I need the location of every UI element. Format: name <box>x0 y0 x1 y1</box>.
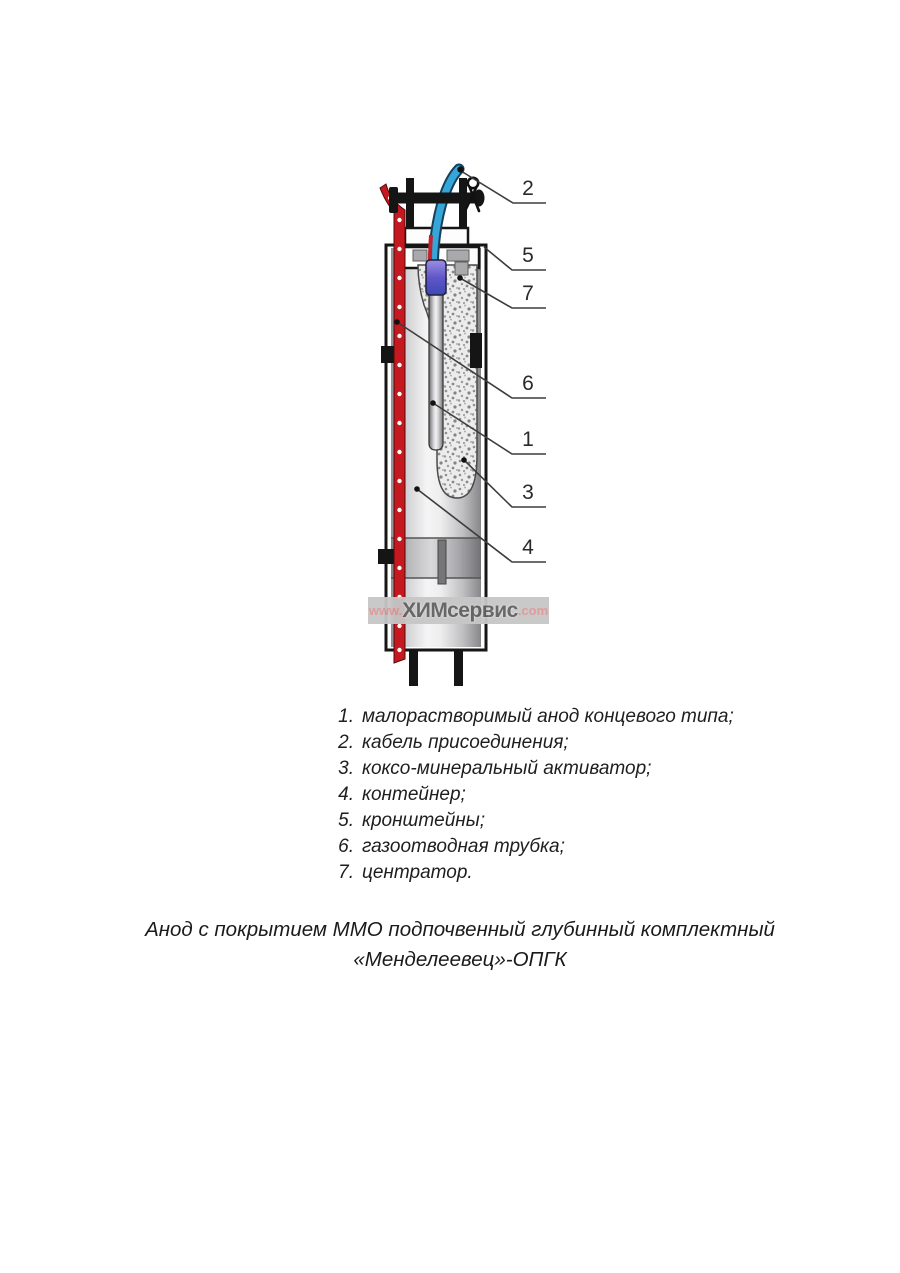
callout-label-4: 4 <box>522 536 534 559</box>
legend-item-5 <box>332 808 734 834</box>
legend-item-text: центратор. <box>362 862 473 883</box>
legend-item-1 <box>332 704 734 730</box>
callout-label-1: 1 <box>522 428 534 451</box>
legend-item-4 <box>332 782 734 808</box>
legend <box>332 704 734 886</box>
band-seam <box>438 540 446 584</box>
legend-item-text: кронштейны; <box>362 810 486 831</box>
callout-label-6: 6 <box>522 372 534 395</box>
legend-item-text: контейнер; <box>362 784 466 805</box>
legend-item-number: 3. <box>338 758 354 779</box>
watermark-prefix: www. <box>368 603 403 618</box>
legend-item-number: 5. <box>338 810 354 831</box>
legend-item-number: 1. <box>338 706 354 727</box>
legend-item-number: 4. <box>338 784 354 805</box>
watermark-name: ХИМсервис <box>402 598 518 622</box>
caption-line-2: «Менделеевец»-ОПГК <box>353 948 567 971</box>
legend-item-number: 6. <box>338 836 354 857</box>
watermark <box>368 597 549 624</box>
legend-item-7 <box>332 860 734 886</box>
support-legs <box>409 650 463 686</box>
caption-line-1: Анод с покрытием ММО подпочвенный глубинный комплектный <box>145 918 775 941</box>
cable-connector <box>426 260 446 295</box>
cable-red-core <box>430 235 431 263</box>
legend-item-6 <box>332 834 734 860</box>
centralizer <box>455 262 468 275</box>
legend-item-3 <box>332 756 734 782</box>
legend-item-text: кабель присоединения; <box>362 732 569 753</box>
legend-item-number: 2. <box>338 732 354 753</box>
side-clamp-right <box>470 333 482 368</box>
legend-item-text: газоотводная трубка; <box>362 836 565 857</box>
legend-item-text: коксо-минеральный активатор; <box>362 758 652 779</box>
callout-label-5: 5 <box>522 244 534 267</box>
legend-item-text: малорастворимый анод концевого типа; <box>362 706 734 727</box>
watermark-suffix: .com <box>517 603 549 618</box>
legend-item-number: 7. <box>338 862 354 883</box>
callout-label-2: 2 <box>522 177 534 200</box>
callout-label-7: 7 <box>522 282 534 305</box>
figure-caption <box>20 915 900 975</box>
legend-item-2 <box>332 730 734 756</box>
callout-label-3: 3 <box>522 481 534 504</box>
